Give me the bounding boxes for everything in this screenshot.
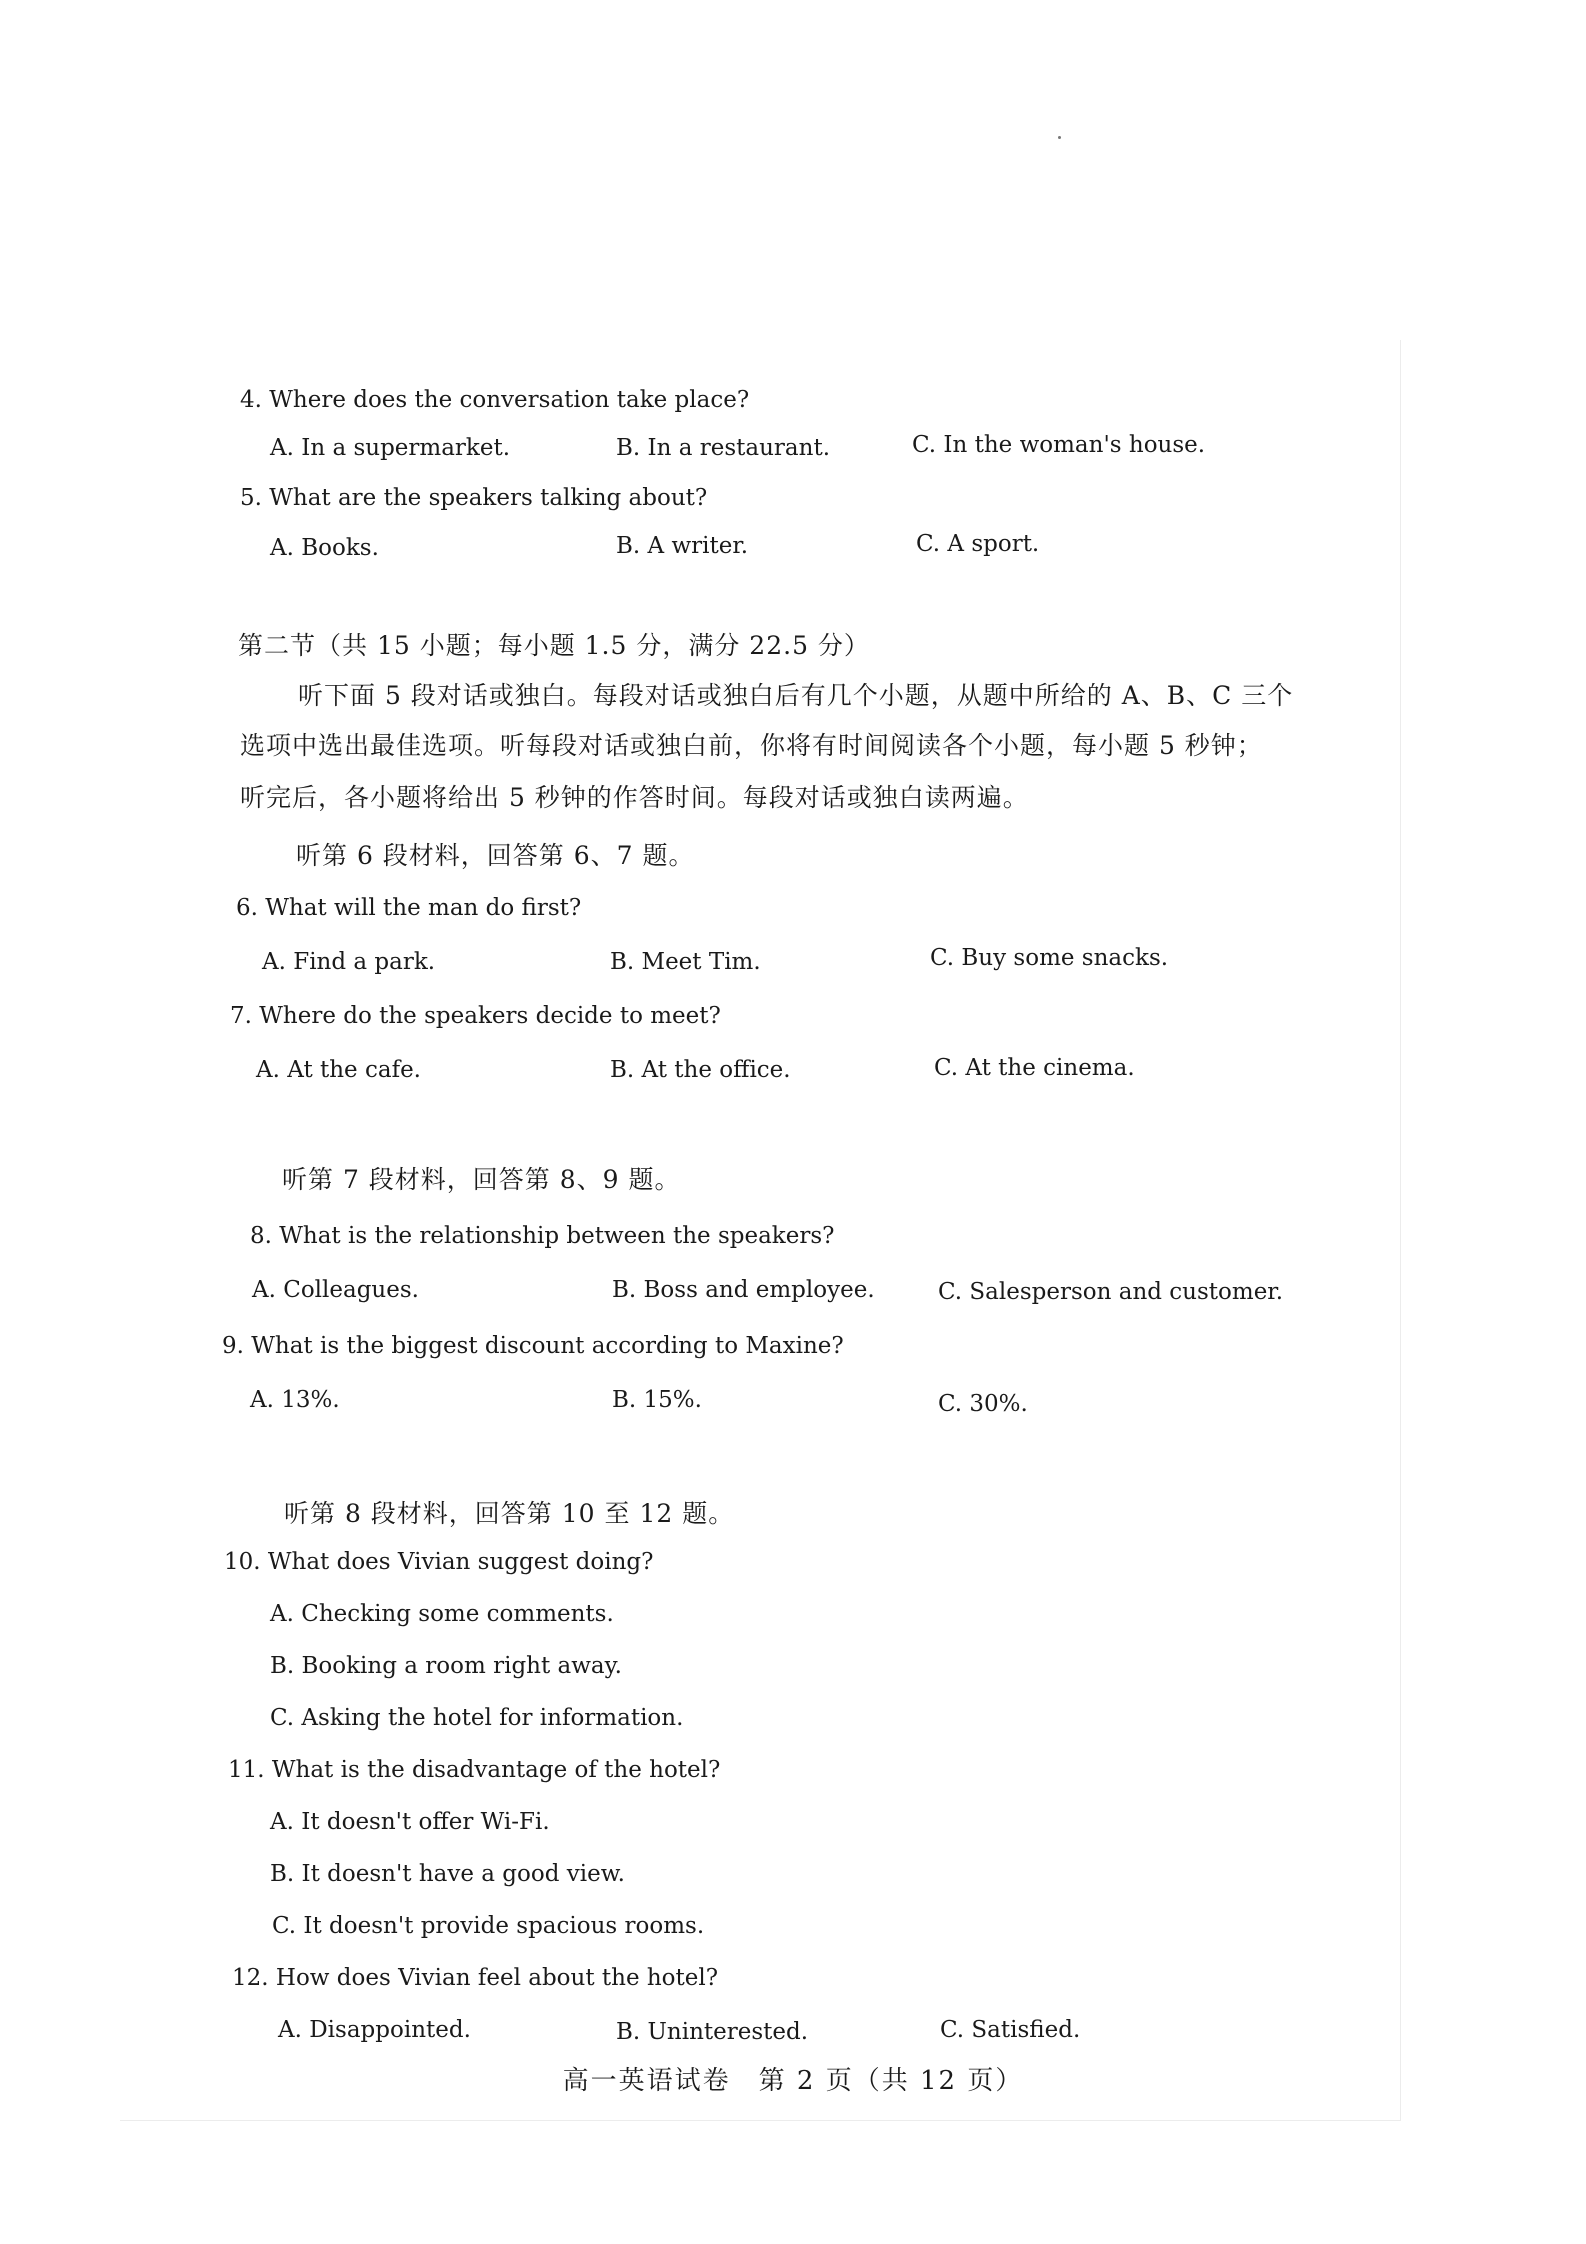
question-7-option-b: B. At the office. xyxy=(610,1057,791,1083)
question-5-option-a: A. Books. xyxy=(270,535,379,561)
question-10-option-a: A. Checking some comments. xyxy=(270,1601,614,1627)
question-6-option-a: A. Find a park. xyxy=(262,949,436,975)
question-5-option-c: C. A sport. xyxy=(916,531,1040,557)
question-6-option-b: B. Meet Tim. xyxy=(610,949,761,975)
question-12-option-c: C. Satisfied. xyxy=(940,2017,1081,2043)
question-7-option-c: C. At the cinema. xyxy=(934,1055,1135,1081)
question-10-stem: 10. What does Vivian suggest doing? xyxy=(224,1549,654,1575)
question-12-stem: 12. How does Vivian feel about the hotel? xyxy=(232,1965,719,1991)
section-instruction-line-3: 听完后，各小题将给出 5 秒钟的作答时间。每段对话或独白读两遍。 xyxy=(240,783,1029,812)
question-9-option-b: B. 15%. xyxy=(612,1387,702,1413)
question-5-option-b: B. A writer. xyxy=(616,533,749,559)
question-11-option-b: B. It doesn't have a good view. xyxy=(270,1861,625,1887)
page-footer: 高一英语试卷 第 2 页（共 12 页） xyxy=(562,2066,1024,2096)
question-5-stem: 5. What are the speakers talking about? xyxy=(240,485,708,511)
question-6-option-c: C. Buy some snacks. xyxy=(930,945,1169,971)
question-12-option-a: A. Disappointed. xyxy=(278,2017,471,2043)
question-7-stem: 7. Where do the speakers decide to meet? xyxy=(230,1003,721,1029)
question-9-stem: 9. What is the biggest discount according to Maxine? xyxy=(222,1333,844,1359)
question-10-option-b: B. Booking a room right away. xyxy=(270,1653,622,1679)
section-instruction-line-2: 选项中选出最佳选项。听每段对话或独白前，你将有时间阅读各个小题，每小题 5 秒钟； xyxy=(240,731,1263,760)
question-8-option-b: B. Boss and employee. xyxy=(612,1277,875,1303)
material-7-header: 听第 7 段材料，回答第 8、9 题。 xyxy=(282,1165,681,1194)
scan-speck xyxy=(1058,136,1061,139)
question-12-option-b: B. Uninterested. xyxy=(616,2019,809,2045)
question-11-option-c: C. It doesn't provide spacious rooms. xyxy=(272,1913,705,1939)
section-instruction-line-1: 听下面 5 段对话或独白。每段对话或独白后有几个小题，从题中所给的 A、B、C 三个 xyxy=(298,681,1294,710)
question-6-stem: 6. What will the man do first? xyxy=(236,895,582,921)
question-4-option-a: A. In a supermarket. xyxy=(270,435,511,461)
question-9-option-c: C. 30%. xyxy=(938,1391,1028,1417)
material-8-header: 听第 8 段材料，回答第 10 至 12 题。 xyxy=(284,1499,735,1528)
question-7-option-a: A. At the cafe. xyxy=(256,1057,421,1083)
question-11-stem: 11. What is the disadvantage of the hotel? xyxy=(228,1757,721,1783)
question-11-option-a: A. It doesn't offer Wi-Fi. xyxy=(270,1809,550,1835)
question-4-stem: 4. Where does the conversation take place? xyxy=(240,387,750,413)
question-8-option-a: A. Colleagues. xyxy=(252,1277,419,1303)
question-8-stem: 8. What is the relationship between the speakers? xyxy=(250,1223,835,1249)
question-8-option-c: C. Salesperson and customer. xyxy=(938,1279,1284,1305)
material-6-header: 听第 6 段材料，回答第 6、7 题。 xyxy=(296,841,695,870)
question-9-option-a: A. 13%. xyxy=(250,1387,340,1413)
section-title: 第二节（共 15 小题；每小题 1.5 分，满分 22.5 分） xyxy=(238,631,870,660)
question-4-option-c: C. In the woman's house. xyxy=(912,432,1206,458)
question-10-option-c: C. Asking the hotel for information. xyxy=(270,1705,684,1731)
question-4-option-b: B. In a restaurant. xyxy=(616,435,831,461)
